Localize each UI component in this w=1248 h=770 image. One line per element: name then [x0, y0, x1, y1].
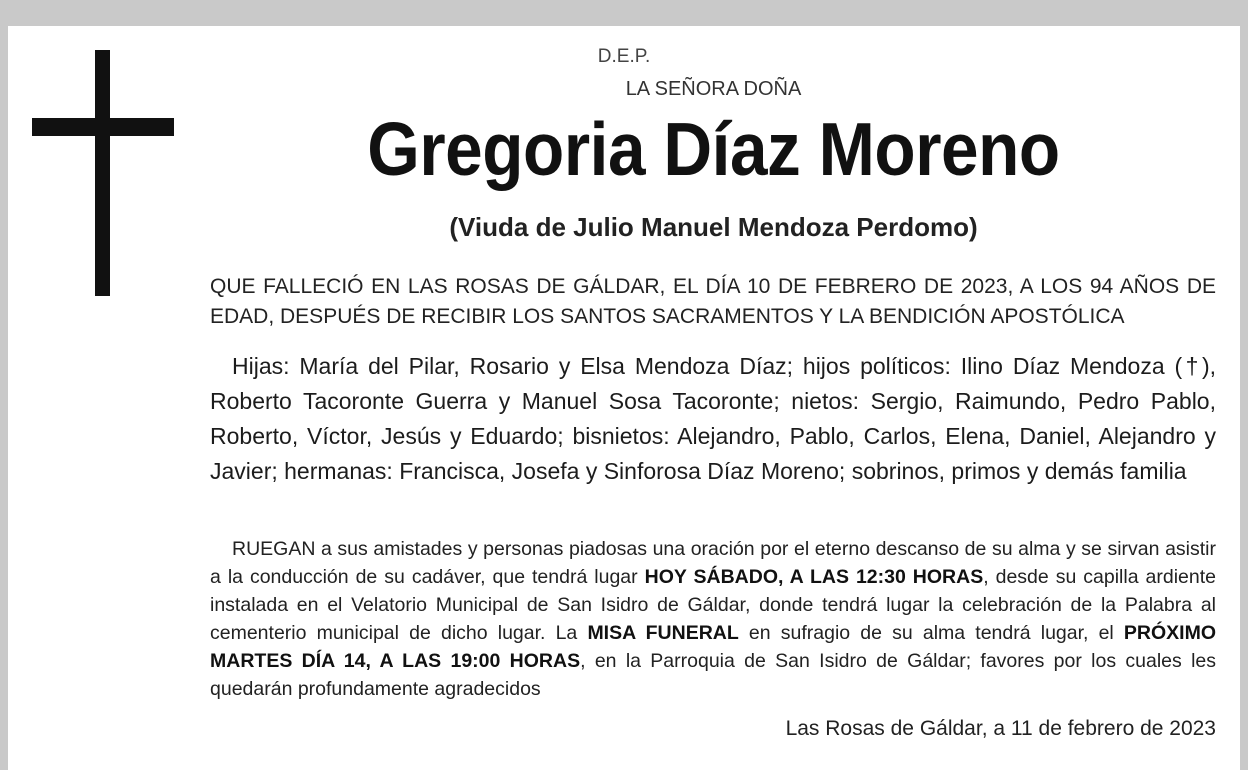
funeral-mass-label: MISA FUNERAL	[587, 622, 739, 644]
burial-time: HOY SÁBADO, A LAS 12:30 HORAS	[644, 566, 984, 588]
widow-of-line: (Viuda de Julio Manuel Mendoza Perdomo)	[449, 212, 978, 242]
family-list	[210, 349, 1216, 489]
family-text: Hijas: María del Pilar, Rosario y Elsa Mendoza Díaz; hijos políticos: Ilino Díaz Mendoza (†), Roberto Tacoronte Guerra y Manuel Sosa Tacoronte; nietos: Sergio, Raimundo, Pedro Pablo, Roberto, Víctor, Jesús y Eduardo; bisnietos: Alejandro, Pablo, Carlos, Elena, Daniel, Alejandro y Javier; hermanas: Francisca, Josefa y Sinforosa Díaz Moreno; sobrinos, primos y demás familia	[210, 353, 1216, 484]
request-text-1: RUEGAN a sus amistades y personas piadosas una oración por el eterno descanso de su alma y se sirvan asistir a la conducción de su cadáver, que tendrá lugar	[210, 538, 1216, 588]
funeral-mass-time: PRÓXIMO MARTES DÍA 14, A LAS 19:00 HORAS	[210, 622, 1217, 672]
place-and-date: Las Rosas de Gáldar, a 11 de febrero de 2023	[785, 717, 1216, 740]
deceased-name: Gregoria Díaz Moreno	[367, 107, 1060, 191]
request-text-3: en sufragio de su alma tendrá lugar, el	[738, 622, 1124, 644]
prayer-request	[210, 535, 1216, 703]
rest-in-peace-label: D.E.P.	[597, 46, 651, 67]
death-announcement: QUE FALLECIÓ EN LAS ROSAS DE GÁLDAR, EL DÍA 10 DE FEBRERO DE 2023, A LOS 94 AÑOS DE EDAD, DESPUÉS DE RECIBIR LOS SANTOS SACRAMENTOS Y LA BENDICIÓN APOSTÓLICA	[210, 275, 1216, 328]
honorific-label: LA SEÑORA DOÑA	[625, 78, 802, 100]
request-text-2: , desde su capilla ardiente instalada en el Velatorio Municipal de San Isidro de Gáldar, donde tendrá lugar la celebración de la Palabra al cementerio municipal de dicho lugar. La	[210, 566, 1216, 644]
request-text-4: , en la Parroquia de San Isidro de Gáldar; favores por los cuales les quedarán profundamente agradecidos	[210, 650, 1217, 700]
